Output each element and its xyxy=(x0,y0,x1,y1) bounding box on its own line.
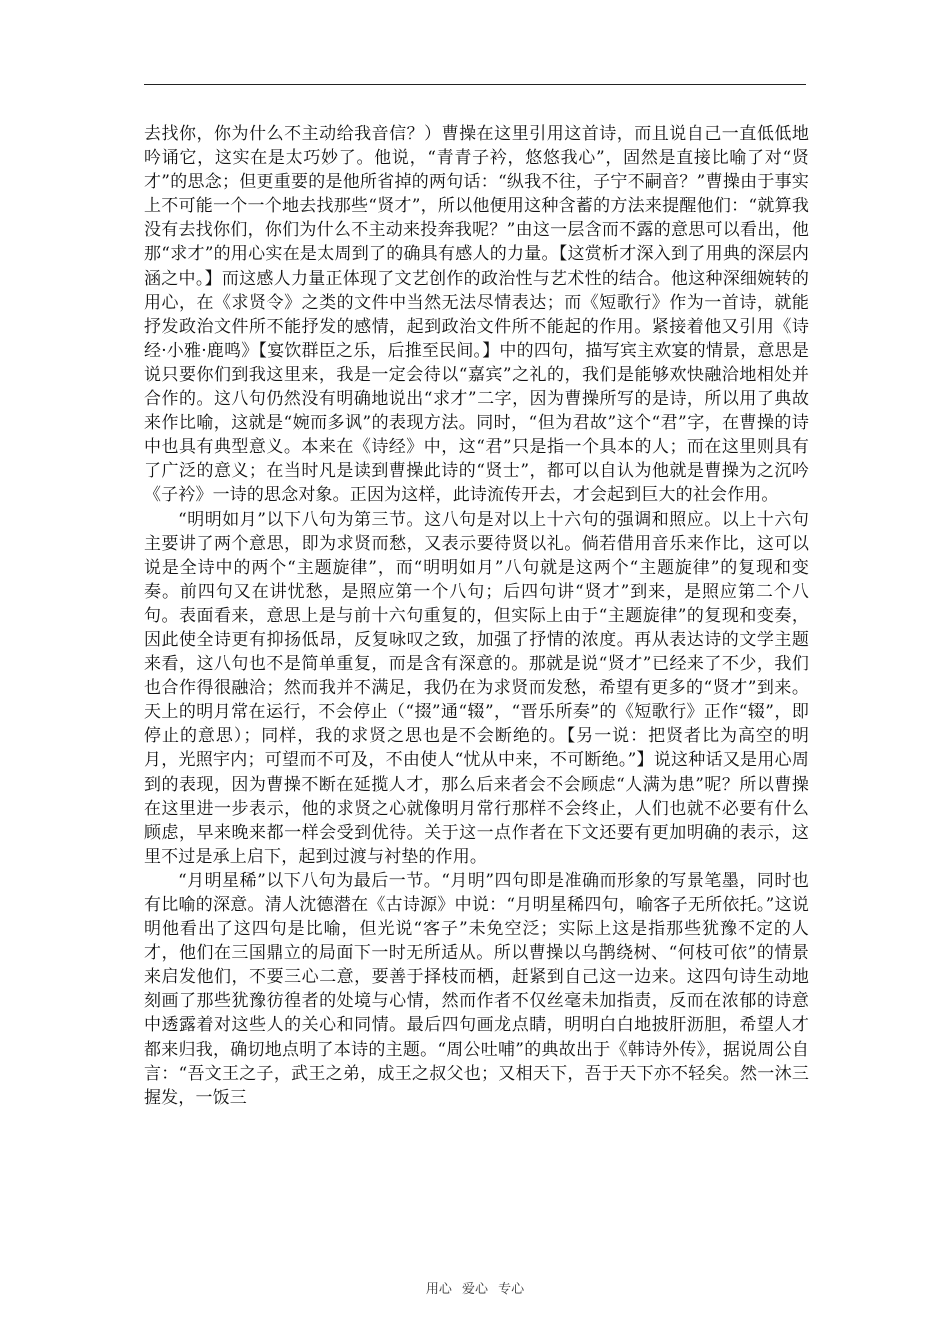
header-rule xyxy=(144,84,806,85)
page-footer: 用心 爱心 专心 xyxy=(425,1282,525,1297)
paragraph-3: “月明星稀”以下八句为最后一节。“月明”四句即是准确而形象的写景笔墨，同时也有比喻的深意。清人沈德潜在《古诗源》中说：“月明星稀四句，喻客子无所依托。”这说明他看出了这四句是比喻，但光说“客子”未免空泛；实际上这是指那些犹豫不定的人才，他们在三国鼎立的局面下一时无所适从。所以曹操以乌鹊绕树、“何枝可依”的情景来启发他们，不要三心二意，要善于择枝而栖，赶紧到自己这一边来。这四句诗生动地刻画了那些犹豫彷徨者的处境与心情，然而作者不仅丝毫未加指责，反而在浓郁的诗意中透露着对这些人的关心和同情。最后四句画龙点睛，明明白白地披肝沥胆，希望人才都来归我，确切地点明了本诗的主题。“周公吐哺”的典故出于《韩诗外传》，据说周公自言：“吾文王之子，武王之弟，成王之叔父也；又相天下，吾于天下亦不轻矣。然一沐三握发，一饭三 xyxy=(144,870,809,1108)
paragraph-1: 去找你，你为什么不主动给我音信？）曹操在这里引用这首诗，而且说自己一直低低地吟诵它，这实在是太巧妙了。他说，“青青子衿，悠悠我心”，固然是直接比喻了对“贤才”的思念；但更重要的是他所省掉的两句话：“纵我不往，子宁不嗣音？”曹操由于事实上不可能一个一个地去找那些“贤才”，所以他便用这种含蓄的方法来提醒他们：“就算我没有去找你们，你们为什么不主动来投奔我呢？”由这一层含而不露的意思可以看出，他那“求才”的用心实在是太周到了的确具有感人的力量。【这赏析才深入到了用典的深层内涵之中。】而这感人力量正体现了文艺创作的政治性与艺术性的结合。他这种深细婉转的用心，在《求贤令》之类的文件中当然无法尽情表达；而《短歌行》作为一首诗，就能抒发政治文件所不能抒发的感情，起到政治文件所不能起的作用。紧接着他又引用《诗经·小雅·鹿鸣》【宴饮群臣之乐，后推至民间。】中的四句，描写宾主欢宴的情景，意思是说只要你们到我这里来，我是一定会待以“嘉宾”之礼的，我们是能够欢快融洽地相处并合作的。这八句仍然没有明确地说出“求才”二字，因为曹操所写的是诗，所以用了典故来作比喻，这就是“婉而多讽”的表现方法。同时，“但为君故”这个“君”字，在曹操的诗中也具有典型意义。本来在《诗经》中，这“君”只是指一个具本的人；而在这里则具有了广泛的意义；在当时凡是读到曹操此诗的“贤士”，都可以自认为他就是曹操为之沉吟《子衿》一诗的思念对象。正因为这样，此诗流传开去，才会起到巨大的社会作用。 xyxy=(144,124,809,506)
document-body xyxy=(144,122,809,1110)
paragraph-2: “明明如月”以下八句为第三节。这八句是对以上十六句的强调和照应。以上十六句主要讲了两个意思，即为求贤而愁，又表示要待贤以礼。倘若借用音乐来作比，这可以说是全诗中的两个“主题旋律”，而“明明如月”八句就是这两个“主题旋律”的复现和变奏。前四句又在讲忧愁，是照应第一个八句；后四句讲“贤才”到来，是照应第二个八句。表面看来，意思上是与前十六句重复的，但实际上由于“主题旋律”的复现和变奏，因此使全诗更有抑扬低昂，反复咏叹之致，加强了抒情的浓度。再从表达诗的文学主题来看，这八句也不是简单重复，而是含有深意的。那就是说“贤才”已经来了不少，我们也合作得很融洽；然而我并不满足，我仍在为求贤而发愁，希望有更多的“贤才”到来。天上的明月常在运行，不会停止（“掇”通“辍”，“晋乐所奏”的《短歌行》正作“辍”，即停止的意思）；同样，我的求贤之思也是不会断绝的。【另一说：把贤者比为高空的明月，光照宇内；可望而不可及，不由使人“忧从中来，不可断绝。”】说这种话又是用心周到的表现，因为曹操不断在延揽人才，那么后来者会不会顾虑“人满为患”呢？所以曹操在这里进一步表示，他的求贤之心就像明月常行那样不会终止，人们也就不必要有什么顾虑，早来晚来都一样会受到优待。关于这一点作者在下文还要有更加明确的表示，这里不过是承上启下，起到过渡与衬垫的作用。 xyxy=(144,509,809,867)
